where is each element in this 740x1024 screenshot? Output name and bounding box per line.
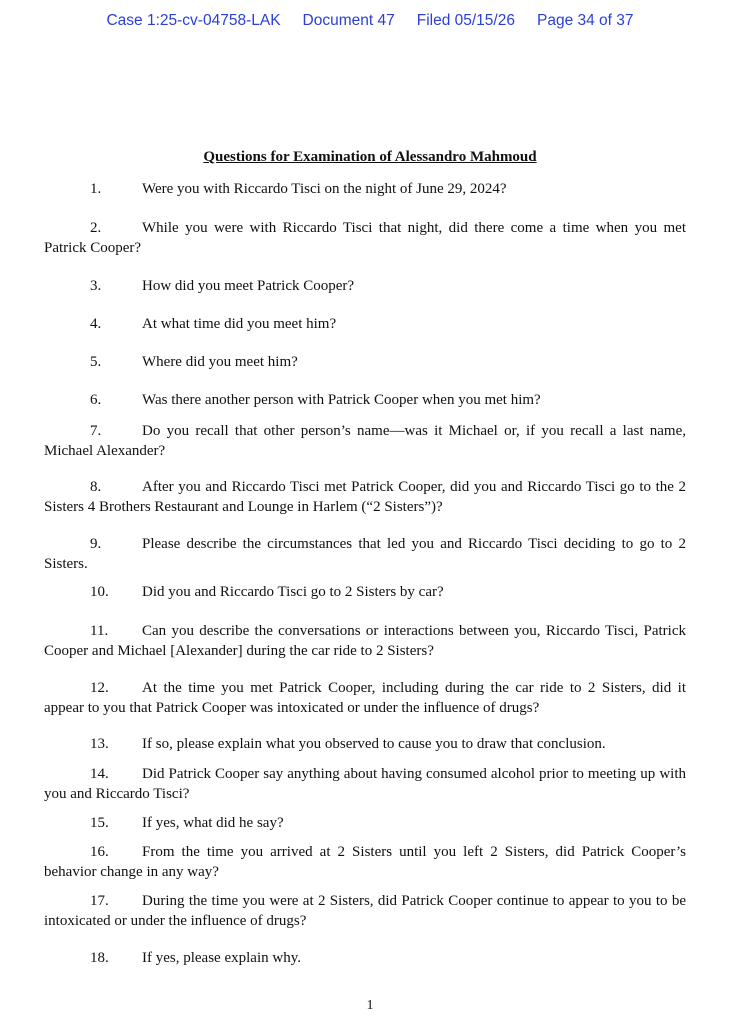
question-number: 9. <box>90 536 102 552</box>
question-text: After you and Riccardo Tisci met Patrick Cooper, did you and Riccardo Tisci go to the 2 Sisters 4 Brothers Restaurant and Lounge in Harlem (“2 Sisters”)? <box>44 479 686 515</box>
question-item <box>44 421 686 461</box>
question-number: 11. <box>90 623 109 639</box>
question-text: At the time you met Patrick Cooper, including during the car ride to 2 Sisters, did it appear to you that Patrick Cooper was intoxicated or under the influence of drugs? <box>44 680 686 716</box>
question-number: 13. <box>90 736 109 752</box>
question-number: 6. <box>90 392 102 408</box>
question-item <box>44 582 686 602</box>
page-title: Questions for Examination of Alessandro Mahmoud <box>203 149 537 165</box>
question-text: If yes, please explain why. <box>142 950 301 966</box>
question-item <box>44 764 686 804</box>
question-item <box>44 891 686 931</box>
question-number: 4. <box>90 316 102 332</box>
question-item <box>44 314 686 334</box>
question-text: Were you with Riccardo Tisci on the night of June 29, 2024? <box>142 181 507 197</box>
question-text: Do you recall that other person’s name—was it Michael or, if you recall a last name, Michael Alexander? <box>44 423 686 459</box>
question-text: From the time you arrived at 2 Sisters until you left 2 Sisters, did Patrick Cooper’s behavior change in any way? <box>44 844 686 880</box>
question-item <box>44 352 686 372</box>
question-item <box>44 218 686 258</box>
question-item <box>44 276 686 296</box>
question-number: 1. <box>90 181 102 197</box>
question-item <box>44 678 686 718</box>
question-text: At what time did you meet him? <box>142 316 337 332</box>
question-item <box>44 534 686 574</box>
question-text: During the time you were at 2 Sisters, did Patrick Cooper continue to appear to you to be intoxicated or under the influence of drugs? <box>44 893 686 929</box>
document-number: Document 47 <box>302 12 395 29</box>
filed-date: Filed 05/15/26 <box>416 12 515 29</box>
question-item <box>44 842 686 882</box>
question-item <box>44 390 686 410</box>
question-text: If so, please explain what you observed to cause you to draw that conclusion. <box>142 736 606 752</box>
question-number: 17. <box>90 893 109 909</box>
question-text: Did Patrick Cooper say anything about having consumed alcohol prior to meeting up with you and Riccardo Tisci? <box>44 766 686 802</box>
question-number: 14. <box>90 766 109 782</box>
page-count: Page 34 of 37 <box>536 12 634 29</box>
question-text: If yes, what did he say? <box>142 815 284 831</box>
question-number: 12. <box>90 680 109 696</box>
question-number: 3. <box>90 278 102 294</box>
question-number: 7. <box>90 423 102 439</box>
question-text: Please describe the circumstances that led you and Riccardo Tisci deciding to go to 2 Sisters. <box>44 536 686 572</box>
question-number: 10. <box>90 584 109 600</box>
case-header <box>0 12 740 30</box>
question-text: Was there another person with Patrick Cooper when you met him? <box>142 392 541 408</box>
question-item <box>44 621 686 661</box>
question-text: Where did you meet him? <box>142 354 298 370</box>
question-item <box>44 477 686 517</box>
question-text: Did you and Riccardo Tisci go to 2 Sisters by car? <box>142 584 444 600</box>
question-number: 18. <box>90 950 109 966</box>
question-item <box>44 948 686 968</box>
question-number: 2. <box>90 220 102 236</box>
question-number: 8. <box>90 479 102 495</box>
question-number: 5. <box>90 354 102 370</box>
question-item <box>44 813 686 833</box>
question-item <box>44 734 686 754</box>
question-number: 15. <box>90 815 109 831</box>
case-number: Case 1:25-cv-04758-LAK <box>106 12 281 29</box>
page-number: 1 <box>366 998 374 1013</box>
question-text: Can you describe the conversations or interactions between you, Riccardo Tisci, Patrick Cooper and Michael [Alexander] during the car ride to 2 Sisters? <box>44 623 686 659</box>
question-number: 16. <box>90 844 109 860</box>
question-text: How did you meet Patrick Cooper? <box>142 278 355 294</box>
question-item <box>44 179 686 199</box>
question-text: While you were with Riccardo Tisci that night, did there come a time when you met Patrick Cooper? <box>44 220 686 256</box>
